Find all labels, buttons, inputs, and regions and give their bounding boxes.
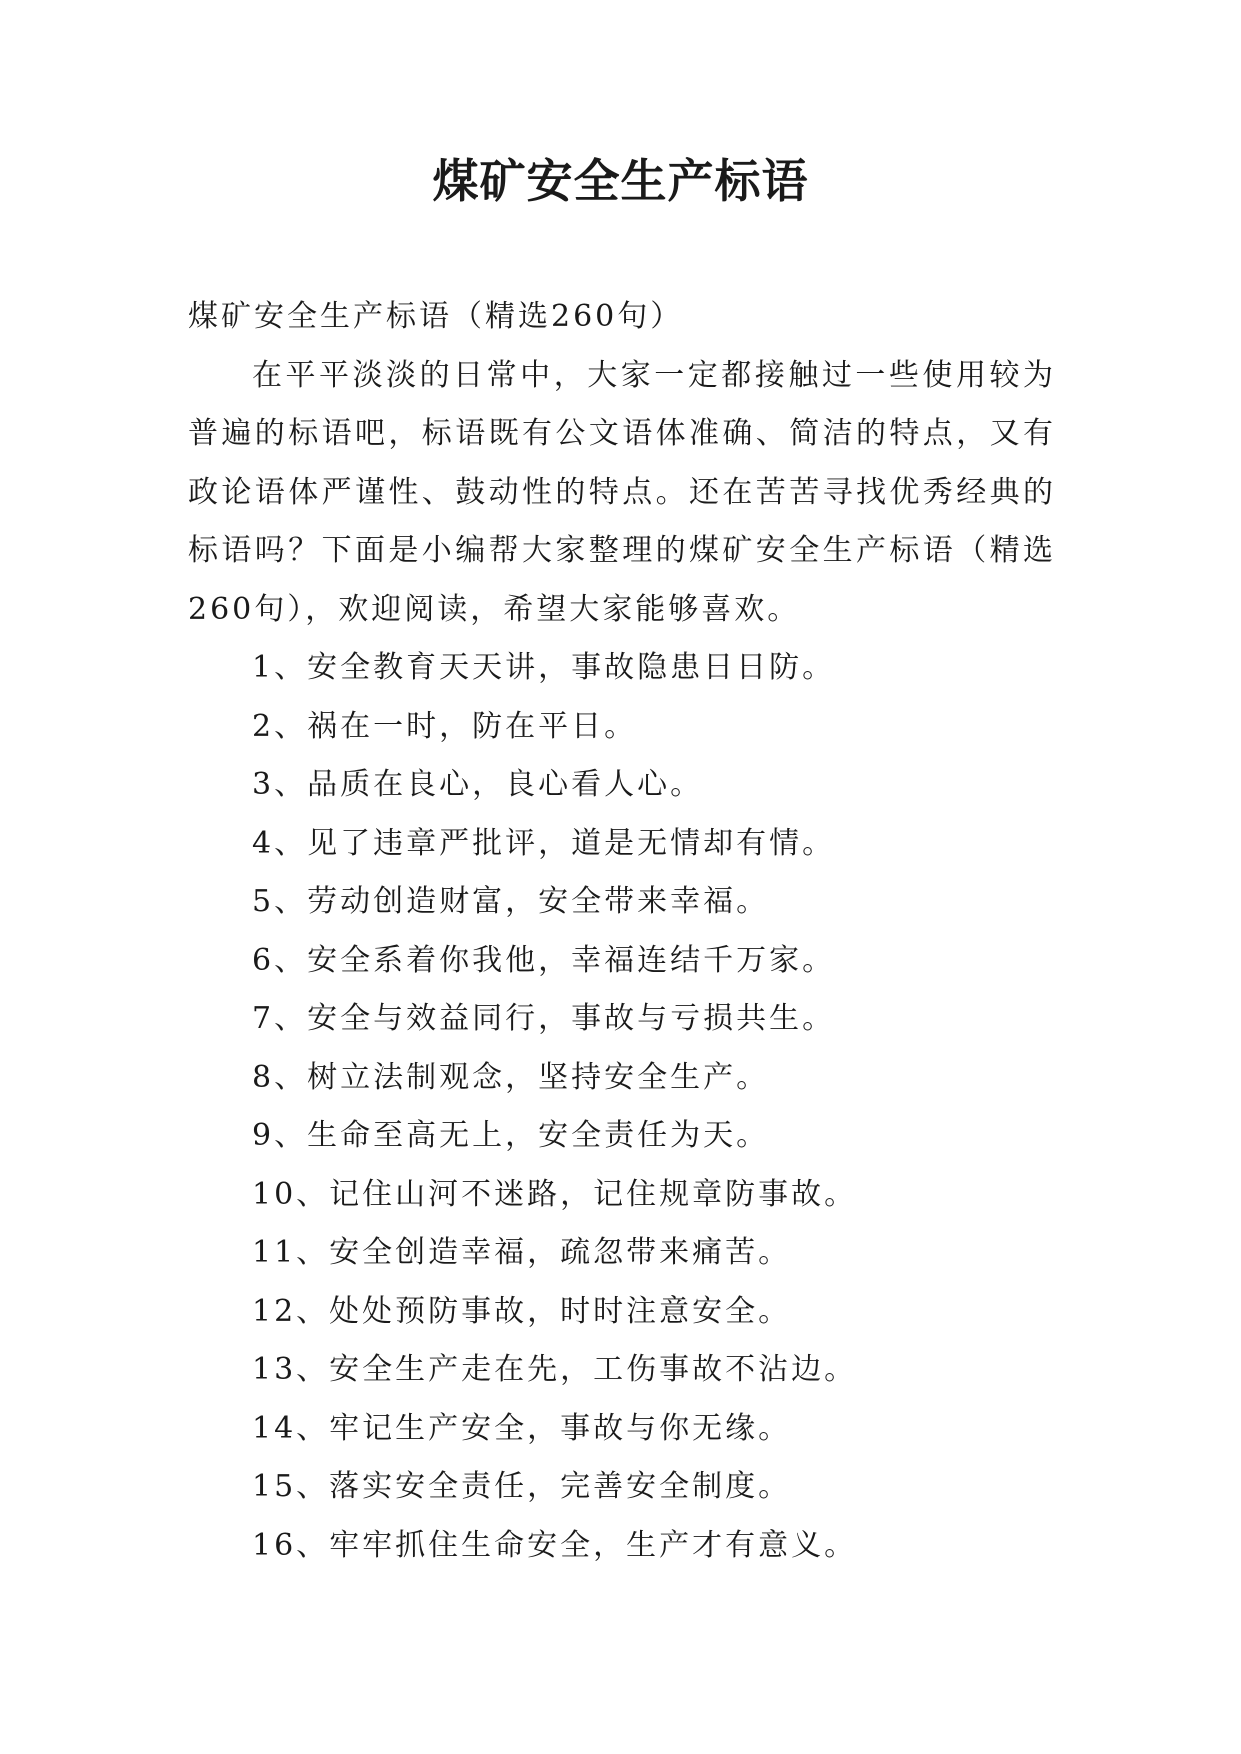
slogan-item: 4、见了违章严批评，道是无情却有情。 (252, 825, 836, 861)
slogan-item: 8、树立法制观念，坚持安全生产。 (252, 1059, 770, 1095)
slogan-item: 3、品质在良心，良心看人心。 (252, 767, 704, 802)
slogan-item: 12、处处预防事故，时时注意安全。 (252, 1293, 792, 1329)
slogan-item: 13、安全生产走在先，工伤事故不沾边。 (252, 1352, 858, 1387)
document-subtitle: 煤矿安全生产标语（精选260句） (188, 299, 684, 334)
slogan-item: 14、牢记生产安全，事故与你无缘。 (252, 1410, 792, 1446)
slogan-item: 16、牢牢抓住生命安全，生产才有意义。 (252, 1527, 858, 1563)
document-body (188, 288, 1056, 1575)
document-title: 煤矿安全生产标语 (432, 154, 809, 208)
slogan-item: 15、落实安全责任，完善安全制度。 (252, 1469, 792, 1504)
slogan-item: 7、安全与效益同行，事故与亏损共生。 (252, 1001, 836, 1036)
slogan-item: 2、祸在一时，防在平日。 (252, 708, 638, 744)
slogan-item: 6、安全系着你我他，幸福连结千万家。 (252, 942, 836, 978)
slogan-item: 10、记住山河不迷路，记住规章防事故。 (252, 1176, 858, 1212)
slogan-item: 9、生命至高无上，安全责任为天。 (252, 1118, 770, 1153)
slogan-item: 1、安全教育天天讲，事故隐患日日防。 (252, 650, 836, 685)
slogan-item: 11、安全创造幸福，疏忽带来痛苦。 (252, 1235, 792, 1270)
intro-paragraph: 在平平淡淡的日常中，大家一定都接触过一些使用较为普遍的标语吧，标语既有公文语体准确、简洁的特点，又有政论语体严谨性、鼓动性的特点。还在苦苦寻找优秀经典的标语吗？下面是小编帮大家整理的煤矿安全生产标语（精选260句），欢迎阅读，希望大家能够喜欢。 (188, 357, 1056, 627)
slogan-list (188, 639, 1056, 1575)
slogan-item: 5、劳动创造财富，安全带来幸福。 (252, 884, 770, 919)
